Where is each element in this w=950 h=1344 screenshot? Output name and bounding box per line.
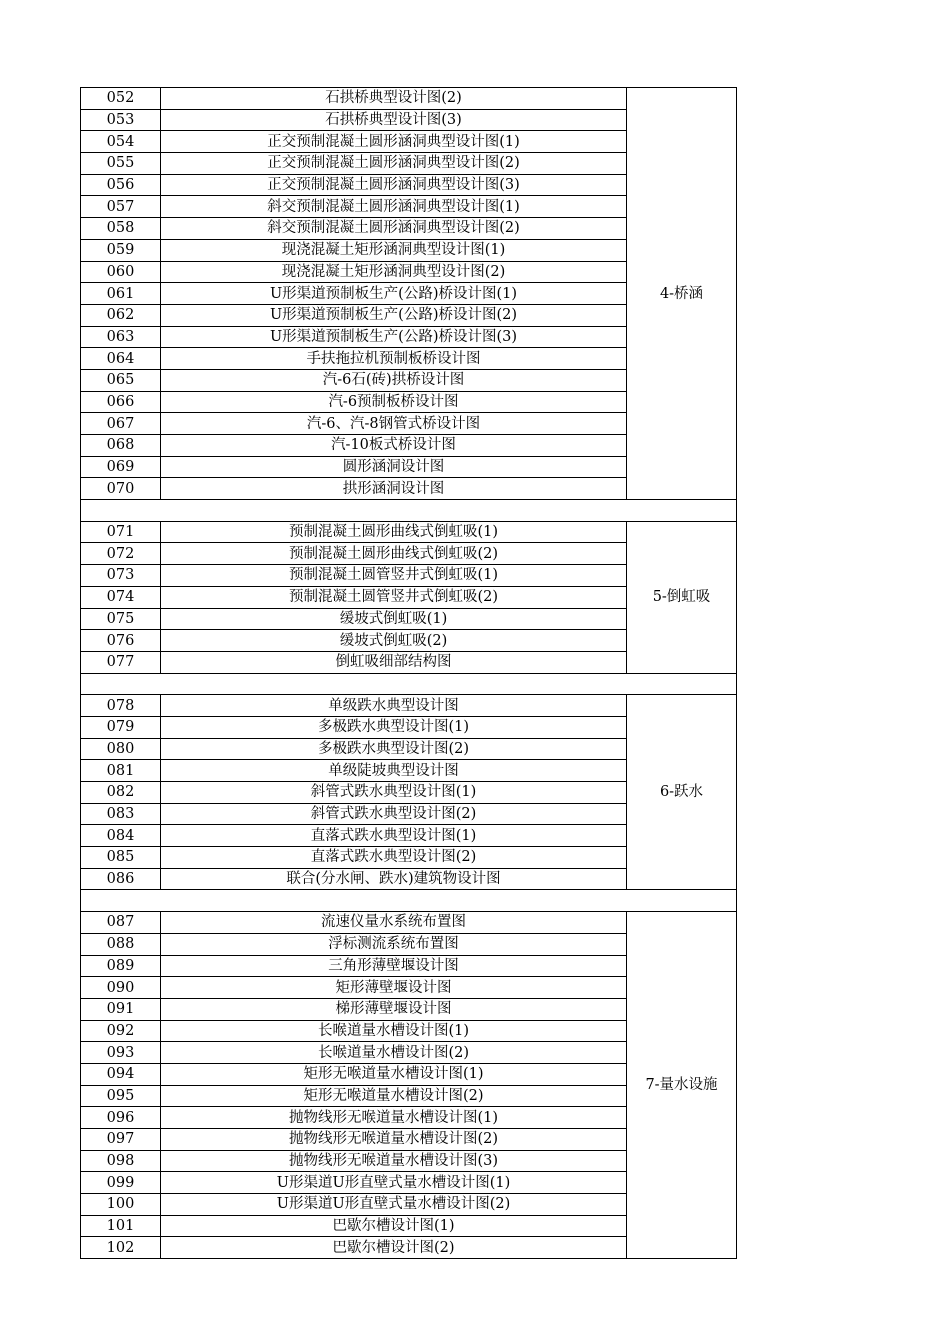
drawing-title-cell: 浮标测流系统布置图 (161, 933, 627, 955)
drawing-title-cell: 矩形无喉道量水槽设计图(1) (161, 1063, 627, 1085)
drawing-number-cell: 080 (81, 738, 161, 760)
drawing-title-cell: 巴歇尔槽设计图(2) (161, 1237, 627, 1259)
drawing-title-cell: 石拱桥典型设计图(2) (161, 88, 627, 110)
drawing-number-cell: 090 (81, 977, 161, 999)
drawing-title-cell: 汽-6预制板桥设计图 (161, 391, 627, 413)
drawing-number-cell: 070 (81, 478, 161, 500)
drawing-title-cell: U形渠道U形直壁式量水槽设计图(1) (161, 1172, 627, 1194)
drawing-number-cell: 053 (81, 109, 161, 131)
drawing-title-cell: 倒虹吸细部结构图 (161, 651, 627, 673)
drawing-number-cell: 079 (81, 716, 161, 738)
drawing-title-cell: 矩形无喉道量水槽设计图(2) (161, 1085, 627, 1107)
drawing-number-cell: 087 (81, 912, 161, 934)
drawing-number-cell: 066 (81, 391, 161, 413)
drawing-title-cell: 斜管式跌水典型设计图(1) (161, 782, 627, 804)
drawing-number-cell: 073 (81, 565, 161, 587)
drawing-number-cell: 091 (81, 998, 161, 1020)
drawing-number-cell: 062 (81, 304, 161, 326)
drawing-title-cell: 正交预制混凝土圆形涵洞典型设计图(3) (161, 174, 627, 196)
category-cell: 4-桥涵 (627, 88, 737, 500)
drawing-title-cell: 巴歇尔槽设计图(1) (161, 1215, 627, 1237)
drawing-title-cell: 圆形涵洞设计图 (161, 456, 627, 478)
drawing-number-cell: 065 (81, 369, 161, 391)
drawing-title-cell: U形渠道预制板生产(公路)桥设计图(2) (161, 304, 627, 326)
drawing-title-cell: 预制混凝土圆管竖井式倒虹吸(2) (161, 586, 627, 608)
drawing-title-cell: 斜管式跌水典型设计图(2) (161, 803, 627, 825)
drawing-number-cell: 068 (81, 435, 161, 457)
drawing-title-cell: 矩形薄壁堰设计图 (161, 977, 627, 999)
group-separator-row (81, 890, 737, 912)
drawing-number-cell: 096 (81, 1107, 161, 1129)
drawing-title-cell: U形渠道预制板生产(公路)桥设计图(1) (161, 283, 627, 305)
drawing-title-cell: 梯形薄壁堰设计图 (161, 998, 627, 1020)
drawing-index-body (81, 88, 737, 1259)
drawing-number-cell: 058 (81, 218, 161, 240)
drawing-number-cell: 084 (81, 825, 161, 847)
drawing-number-cell: 085 (81, 847, 161, 869)
table-row (81, 88, 737, 110)
drawing-title-cell: 汽-6石(砖)拱桥设计图 (161, 369, 627, 391)
group-separator-cell (81, 890, 737, 912)
drawing-title-cell: 长喉道量水槽设计图(1) (161, 1020, 627, 1042)
drawing-title-cell: 抛物线形无喉道量水槽设计图(2) (161, 1129, 627, 1151)
drawing-title-cell: U形渠道预制板生产(公路)桥设计图(3) (161, 326, 627, 348)
drawing-title-cell: 多极跌水典型设计图(2) (161, 738, 627, 760)
drawing-title-cell: 单级跌水典型设计图 (161, 695, 627, 717)
drawing-title-cell: 正交预制混凝土圆形涵洞典型设计图(2) (161, 153, 627, 175)
drawing-number-cell: 078 (81, 695, 161, 717)
drawing-title-cell: 汽-10板式桥设计图 (161, 435, 627, 457)
drawing-number-cell: 060 (81, 261, 161, 283)
group-separator-cell (81, 500, 737, 522)
drawing-number-cell: 088 (81, 933, 161, 955)
drawing-title-cell: 拱形涵洞设计图 (161, 478, 627, 500)
drawing-number-cell: 075 (81, 608, 161, 630)
drawing-number-cell: 077 (81, 651, 161, 673)
drawing-title-cell: 抛物线形无喉道量水槽设计图(3) (161, 1150, 627, 1172)
drawing-number-cell: 067 (81, 413, 161, 435)
drawing-number-cell: 083 (81, 803, 161, 825)
category-cell: 6-跃水 (627, 695, 737, 890)
drawing-title-cell: 现浇混凝土矩形涵洞典型设计图(2) (161, 261, 627, 283)
drawing-number-cell: 089 (81, 955, 161, 977)
category-cell: 5-倒虹吸 (627, 521, 737, 673)
drawing-number-cell: 092 (81, 1020, 161, 1042)
group-separator-row (81, 673, 737, 695)
category-cell: 7-量水设施 (627, 912, 737, 1259)
drawing-title-cell: 斜交预制混凝土圆形涵洞典型设计图(1) (161, 196, 627, 218)
drawing-title-cell: 流速仪量水系统布置图 (161, 912, 627, 934)
drawing-title-cell: 石拱桥典型设计图(3) (161, 109, 627, 131)
drawing-index-table (80, 87, 737, 1259)
drawing-title-cell: 预制混凝土圆形曲线式倒虹吸(1) (161, 521, 627, 543)
drawing-title-cell: 预制混凝土圆管竖井式倒虹吸(1) (161, 565, 627, 587)
drawing-number-cell: 093 (81, 1042, 161, 1064)
drawing-title-cell: U形渠道U形直壁式量水槽设计图(2) (161, 1194, 627, 1216)
drawing-title-cell: 多极跌水典型设计图(1) (161, 716, 627, 738)
drawing-number-cell: 072 (81, 543, 161, 565)
table-row (81, 912, 737, 934)
drawing-number-cell: 071 (81, 521, 161, 543)
drawing-title-cell: 预制混凝土圆形曲线式倒虹吸(2) (161, 543, 627, 565)
drawing-title-cell: 长喉道量水槽设计图(2) (161, 1042, 627, 1064)
drawing-number-cell: 052 (81, 88, 161, 110)
drawing-number-cell: 074 (81, 586, 161, 608)
drawing-title-cell: 斜交预制混凝土圆形涵洞典型设计图(2) (161, 218, 627, 240)
group-separator-cell (81, 673, 737, 695)
table-row (81, 695, 737, 717)
drawing-title-cell: 手扶拖拉机预制板桥设计图 (161, 348, 627, 370)
drawing-title-cell: 单级陡坡典型设计图 (161, 760, 627, 782)
drawing-number-cell: 057 (81, 196, 161, 218)
drawing-title-cell: 缓坡式倒虹吸(1) (161, 608, 627, 630)
drawing-title-cell: 直落式跌水典型设计图(2) (161, 847, 627, 869)
drawing-title-cell: 缓坡式倒虹吸(2) (161, 630, 627, 652)
drawing-title-cell: 联合(分水闸、跌水)建筑物设计图 (161, 868, 627, 890)
drawing-title-cell: 三角形薄壁堰设计图 (161, 955, 627, 977)
drawing-number-cell: 069 (81, 456, 161, 478)
drawing-title-cell: 现浇混凝土矩形涵洞典型设计图(1) (161, 239, 627, 261)
drawing-number-cell: 082 (81, 782, 161, 804)
drawing-number-cell: 101 (81, 1215, 161, 1237)
drawing-title-cell: 直落式跌水典型设计图(1) (161, 825, 627, 847)
drawing-index-sheet (80, 87, 736, 1259)
drawing-title-cell: 抛物线形无喉道量水槽设计图(1) (161, 1107, 627, 1129)
drawing-number-cell: 064 (81, 348, 161, 370)
drawing-number-cell: 097 (81, 1129, 161, 1151)
drawing-number-cell: 081 (81, 760, 161, 782)
drawing-number-cell: 098 (81, 1150, 161, 1172)
drawing-number-cell: 100 (81, 1194, 161, 1216)
drawing-title-cell: 正交预制混凝土圆形涵洞典型设计图(1) (161, 131, 627, 153)
drawing-number-cell: 059 (81, 239, 161, 261)
drawing-number-cell: 063 (81, 326, 161, 348)
drawing-number-cell: 055 (81, 153, 161, 175)
drawing-number-cell: 061 (81, 283, 161, 305)
drawing-number-cell: 076 (81, 630, 161, 652)
drawing-number-cell: 095 (81, 1085, 161, 1107)
drawing-number-cell: 094 (81, 1063, 161, 1085)
drawing-number-cell: 056 (81, 174, 161, 196)
drawing-number-cell: 054 (81, 131, 161, 153)
drawing-title-cell: 汽-6、汽-8钢管式桥设计图 (161, 413, 627, 435)
drawing-number-cell: 086 (81, 868, 161, 890)
drawing-number-cell: 099 (81, 1172, 161, 1194)
table-row (81, 521, 737, 543)
drawing-number-cell: 102 (81, 1237, 161, 1259)
group-separator-row (81, 500, 737, 522)
